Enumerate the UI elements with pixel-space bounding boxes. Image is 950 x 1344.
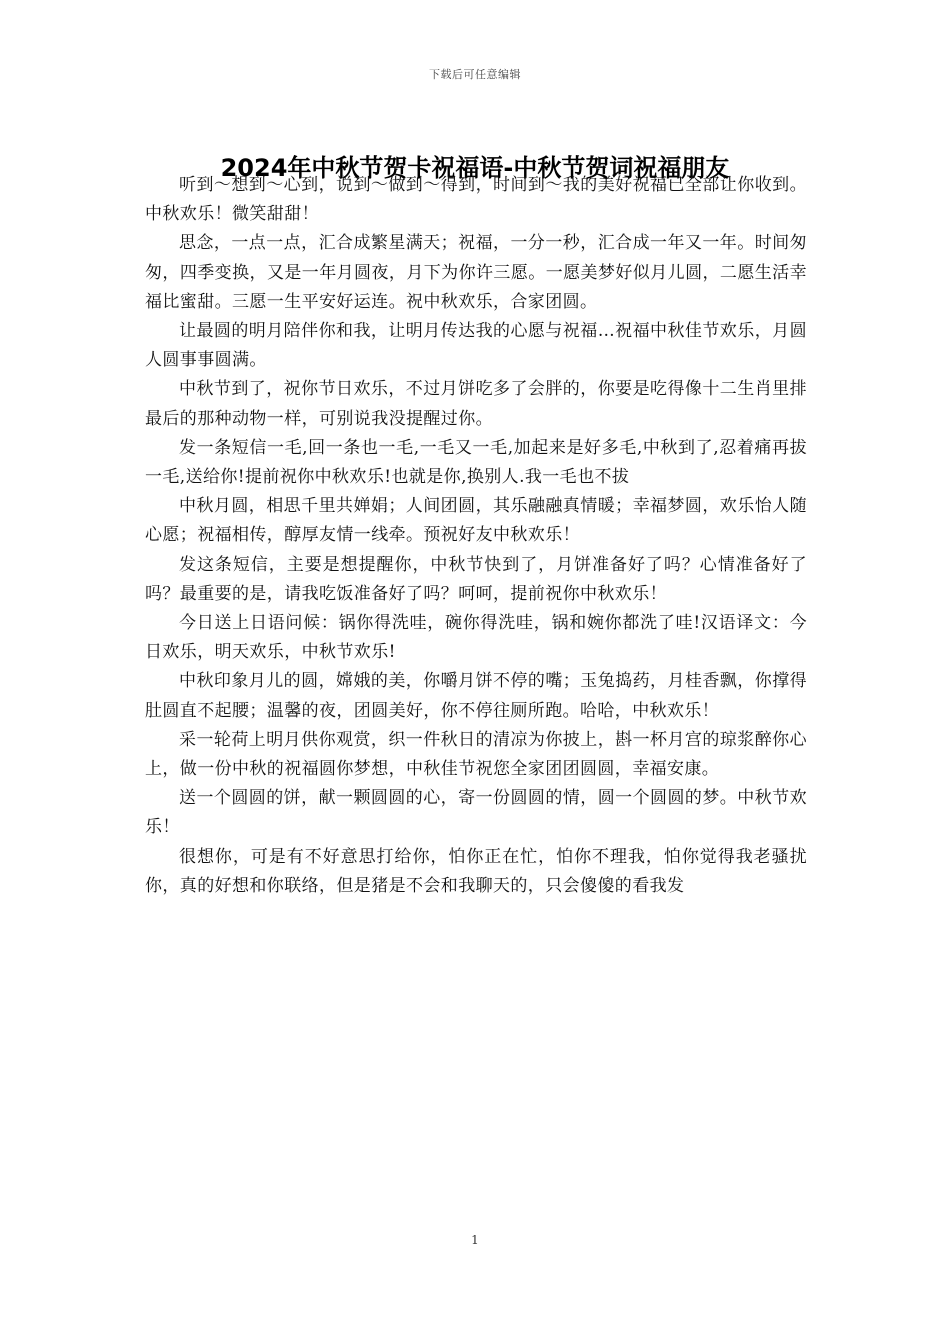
paragraph: 中秋印象月儿的圆，嫦娥的美，你嚼月饼不停的嘴；玉兔捣药，月桂香飘，你撑得肚圆直不起腰；温馨的夜，团圆美好，你不停往厕所跑。哈哈，中秋欢乐！	[145, 671, 807, 721]
page-number: 1	[471, 1233, 479, 1247]
paragraph: 听到～想到～心到，说到～做到～得到，时间到～我的美好祝福已全部让你收到。中秋欢乐！微笑甜甜！	[145, 175, 807, 225]
paragraph: 送一个圆圆的饼，献一颗圆圆的心，寄一份圆圆的情，圆一个圆圆的梦。中秋节欢乐！	[145, 788, 807, 838]
paragraph: 让最圆的明月陪伴你和我，让明月传达我的心愿与祝福…祝福中秋佳节欢乐，月圆人圆事事圆满。	[145, 321, 807, 371]
paragraph: 思念，一点一点，汇合成繁星满天；祝福，一分一秒，汇合成一年又一年。时间匆匆，四季变换，又是一年月圆夜，月下为你许三愿。一愿美梦好似月儿圆，二愿生活幸福比蜜甜。三愿一生平安好运连。祝中秋欢乐，合家团圆。	[145, 233, 807, 312]
paragraph: 今日送上日语问候：锅你得洗哇，碗你得洗哇，锅和婉你都洗了哇!汉语译文：今日欢乐，明天欢乐，中秋节欢乐!	[145, 613, 807, 663]
document-body	[145, 171, 807, 901]
paragraph: 发一条短信一毛,回一条也一毛,一毛又一毛,加起来是好多毛,中秋到了,忍着痛再拔一毛,送给你!提前祝你中秋欢乐!也就是你,换别人.我一毛也不拔	[145, 437, 807, 488]
paragraph: 发这条短信，主要是想提醒你，中秋节快到了，月饼准备好了吗？心情准备好了吗？最重要的是，请我吃饭准备好了吗？呵呵，提前祝你中秋欢乐！	[145, 554, 807, 604]
paragraph: 中秋节到了，祝你节日欢乐，不过月饼吃多了会胖的，你要是吃得像十二生肖里排最后的那种动物一样，可别说我没提醒过你。	[145, 379, 807, 429]
paragraph: 很想你，可是有不好意思打给你，怕你正在忙，怕你不理我，怕你觉得我老骚扰你，真的好想和你联络，但是猪是不会和我聊天的，只会傻傻的看我发	[145, 846, 807, 896]
paragraph: 采一轮荷上明月供你观赏，织一件秋日的清凉为你披上，斟一杯月宫的琼浆醉你心上，做一份中秋的祝福圆你梦想，中秋佳节祝您全家团团圆圆，幸福安康。	[145, 729, 807, 780]
header-note: 下载后可任意编辑	[429, 68, 521, 81]
document-title: 2024年中秋节贺卡祝福语-中秋节贺词祝福朋友	[220, 154, 730, 182]
paragraph: 中秋月圆，相思千里共婵娟；人间团圆，其乐融融真情暖；幸福梦圆，欢乐怡人随心愿；祝福相传，醇厚友情一线牵。预祝好友中秋欢乐！	[145, 496, 807, 546]
